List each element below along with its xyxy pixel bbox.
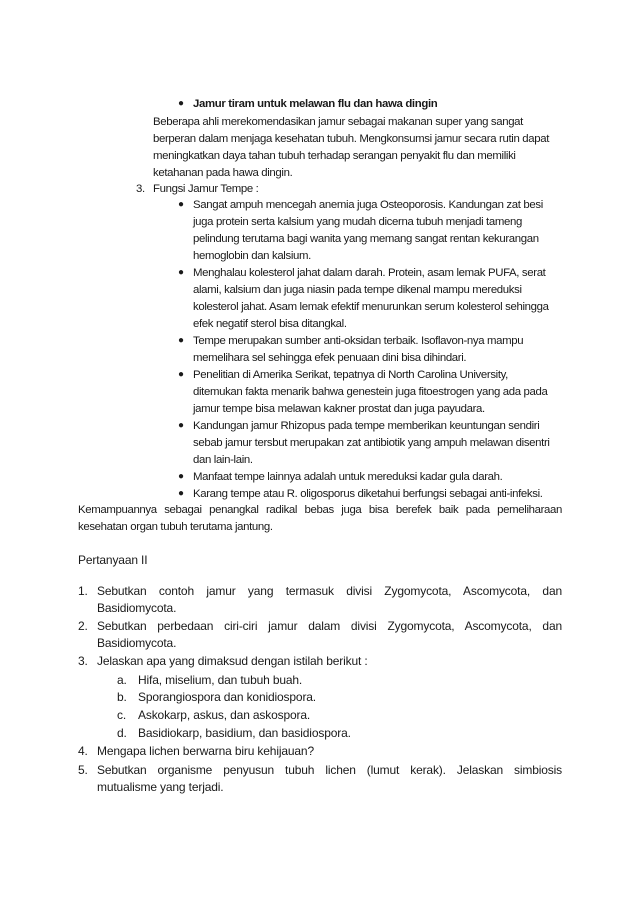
- subitem-letter: b.: [117, 690, 127, 704]
- question-text: mutualisme yang terjadi.: [97, 780, 224, 794]
- subitem-text: Askokarp, askus, dan askospora.: [138, 708, 311, 722]
- question-number: 4.: [78, 744, 88, 758]
- bullet-line: ditemukan fakta menarik bahwa genestein juga fitoestrogen yang ada pada: [193, 386, 548, 398]
- bullet-icon: ●: [178, 335, 184, 346]
- question-text: Jelaskan apa yang dimaksud dengan istilah berikut :: [97, 654, 368, 668]
- bullet-line: dan lain-lain.: [193, 454, 253, 466]
- bullet-line: sebab jamur tersbut merupakan zat antibiotik yang ampuh melawan disentri: [193, 437, 550, 449]
- conclusion-line: Kemampuannya sebagai penangkal radikal bebas juga bisa berefek baik pada pemeliharaan: [78, 504, 562, 516]
- bullet-line: alami, kalsium dan juga niasin pada tempe dikenal mampu mereduksi: [193, 284, 522, 296]
- section-heading-tiram: Jamur tiram untuk melawan flu dan hawa dingin: [193, 98, 438, 110]
- question-number: 3.: [78, 654, 88, 668]
- bullet-line: juga protein serta kalsium yang mudah dicerna tubuh menjadi tameng: [193, 216, 522, 228]
- bullet-line: Kandungan jamur Rhizopus pada tempe memberikan keuntungan sendiri: [193, 420, 540, 432]
- bullet-line: Karang tempe atau R. oligosporus diketahui berfungsi sebagai anti-infeksi.: [193, 488, 543, 500]
- paragraph-line: ketahanan pada hawa dingin.: [153, 167, 293, 179]
- question-number: 2.: [78, 619, 88, 633]
- subitem-text: Sporangiospora dan konidiospora.: [138, 690, 316, 704]
- bullet-line: Menghalau kolesterol jahat dalam darah. Protein, asam lemak PUFA, serat: [193, 267, 546, 279]
- question-text: Sebutkan organisme penyusun tubuh lichen (lumut kerak). Jelaskan simbiosis: [97, 763, 562, 777]
- question-text: Basidiomycota.: [97, 636, 177, 650]
- subitem-letter: a.: [117, 673, 127, 687]
- questions-title: Pertanyaan II: [78, 553, 148, 567]
- bullet-line: Tempe merupakan sumber anti-oksidan terbaik. Isoflavon-nya mampu: [193, 335, 524, 347]
- bullet-icon: ●: [178, 369, 184, 380]
- subitem-letter: c.: [117, 708, 127, 722]
- question-text: Basidiomycota.: [97, 601, 177, 615]
- bullet-line: Manfaat tempe lainnya adalah untuk mereduksi kadar gula darah.: [193, 471, 503, 483]
- conclusion-line: kesehatan organ tubuh terutama jantung.: [78, 521, 273, 533]
- question-text: Sebutkan perbedaan ciri-ciri jamur dalam divisi Zygomycota, Ascomycota, dan: [97, 619, 562, 633]
- question-number: 5.: [78, 763, 88, 777]
- subitem-text: Hifa, miselium, dan tubuh buah.: [138, 673, 303, 687]
- bullet-line: memelihara sel sehingga efek penuaan dini bisa dihindari.: [193, 352, 467, 364]
- paragraph-line: meningkatkan daya tahan tubuh terhadap serangan penyakit flu dan memiliki: [153, 150, 516, 162]
- paragraph-line: Beberapa ahli merekomendasikan jamur sebagai makanan super yang sangat: [153, 116, 523, 128]
- subitem-letter: d.: [117, 726, 127, 740]
- bullet-icon: ●: [178, 267, 184, 278]
- bullet-icon: ●: [178, 471, 184, 482]
- bullet-line: efek negatif sterol bisa ditangkal.: [193, 318, 347, 330]
- bullet-icon: ●: [178, 98, 184, 109]
- bullet-icon: ●: [178, 199, 184, 210]
- bullet-line: pelindung terutama bagi wanita yang memang sangat rentan kekurangan: [193, 233, 539, 245]
- bullet-line: Penelitian di Amerika Serikat, tepatnya di North Carolina University,: [193, 369, 508, 381]
- bullet-icon: ●: [178, 420, 184, 431]
- bullet-line: Sangat ampuh mencegah anemia juga Osteoporosis. Kandungan zat besi: [193, 199, 543, 211]
- bullet-line: jamur tempe bisa melawan kakner prostat dan juga payudara.: [193, 403, 485, 415]
- question-number: 1.: [78, 584, 88, 598]
- section-heading-tempe: Fungsi Jamur Tempe :: [153, 183, 259, 195]
- subitem-text: Basidiokarp, basidium, dan basidiospora.: [138, 726, 351, 740]
- paragraph-line: berperan dalam menjaga kesehatan tubuh. Mengkonsumsi jamur secara rutin dapat: [153, 133, 550, 145]
- question-text: Mengapa lichen berwarna biru kehijauan?: [97, 744, 314, 758]
- bullet-line: kolesterol jahat. Asam lemak efektif menurunkan serum kolesterol sehingga: [193, 301, 549, 313]
- bullet-icon: ●: [178, 488, 184, 499]
- bullet-line: hemoglobin dan kalsium.: [193, 250, 311, 262]
- list-number: 3.: [136, 183, 145, 195]
- question-text: Sebutkan contoh jamur yang termasuk divisi Zygomycota, Ascomycota, dan: [97, 584, 562, 598]
